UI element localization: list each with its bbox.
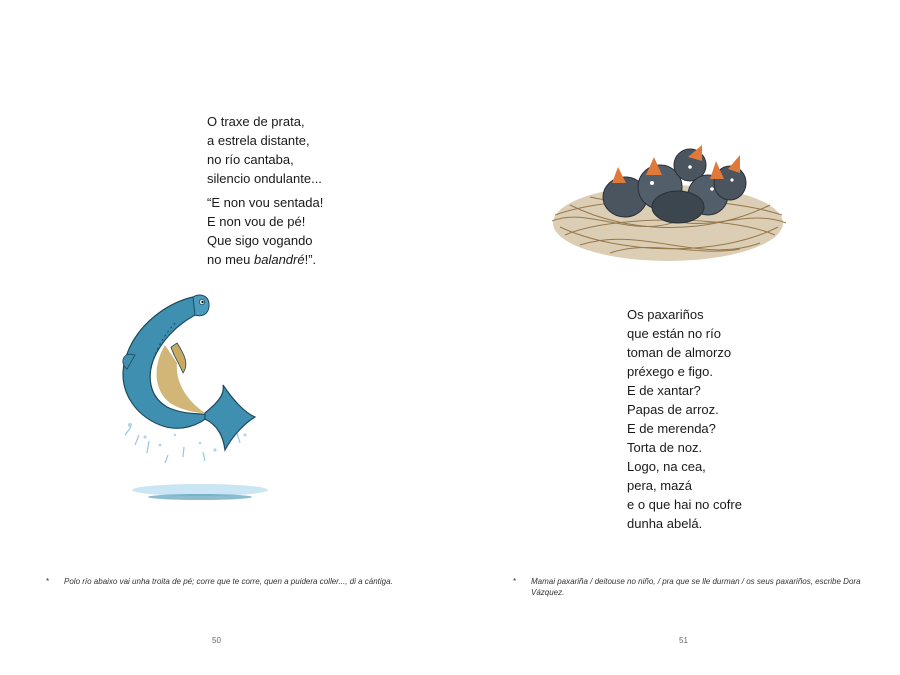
poem-line: e o que hai no cofre: [627, 497, 742, 512]
poem-line: E de xantar?: [627, 383, 701, 398]
poem-line: “E non vou sentada!: [207, 195, 324, 210]
footnote-text: Polo río abaixo vai unha troita de pé; corre que te corre, quen a puidera coller..., di a cántiga.: [64, 577, 393, 586]
footnote-marker: *: [513, 577, 517, 586]
poem-line: Que sigo vogando: [207, 233, 313, 248]
poem-right: [627, 305, 742, 533]
poem-line: E non vou de pé!: [207, 214, 306, 229]
poem-line: toman de almorzo: [627, 345, 732, 360]
poem-line: E de merenda?: [627, 421, 716, 436]
bird-nest-illustration: [550, 135, 790, 270]
leaping-fish-illustration: [105, 285, 275, 515]
poem-line: a estrela distante,: [207, 133, 310, 148]
footnote-left: [46, 576, 404, 587]
page-number-left: 50: [212, 636, 221, 645]
page-number-right: 51: [679, 636, 688, 645]
footnote-marker: *: [46, 577, 50, 586]
poem-line: Torta de noz.: [627, 440, 703, 455]
poem-line: préxego e figo.: [627, 364, 714, 379]
italic-word: balandré: [253, 252, 305, 267]
poem-line: Logo, na cea,: [627, 459, 706, 474]
footnote-right: [513, 576, 871, 598]
poem-line: silencio ondulante...: [207, 171, 322, 186]
poem-line: dunha abelá.: [627, 516, 703, 531]
poem-line: O traxe de prata,: [207, 114, 305, 129]
poem-line: no meu balandré!”.: [207, 252, 317, 267]
poem-line: Os paxariños: [627, 307, 704, 322]
poem-line: no río cantaba,: [207, 152, 294, 167]
poem-line: Papas de arroz.: [627, 402, 719, 417]
right-page: [450, 0, 900, 675]
poem-stanza-2: [207, 193, 323, 269]
footnote-text: Mamai paxariña / deitouse no niño, / pra que se lle durman / os seus paxariños, escribe Dora Vázquez.: [531, 577, 861, 597]
poem-line: que están no río: [627, 326, 721, 341]
poem-stanza-1: [207, 112, 322, 188]
poem-line: pera, mazá: [627, 478, 693, 493]
